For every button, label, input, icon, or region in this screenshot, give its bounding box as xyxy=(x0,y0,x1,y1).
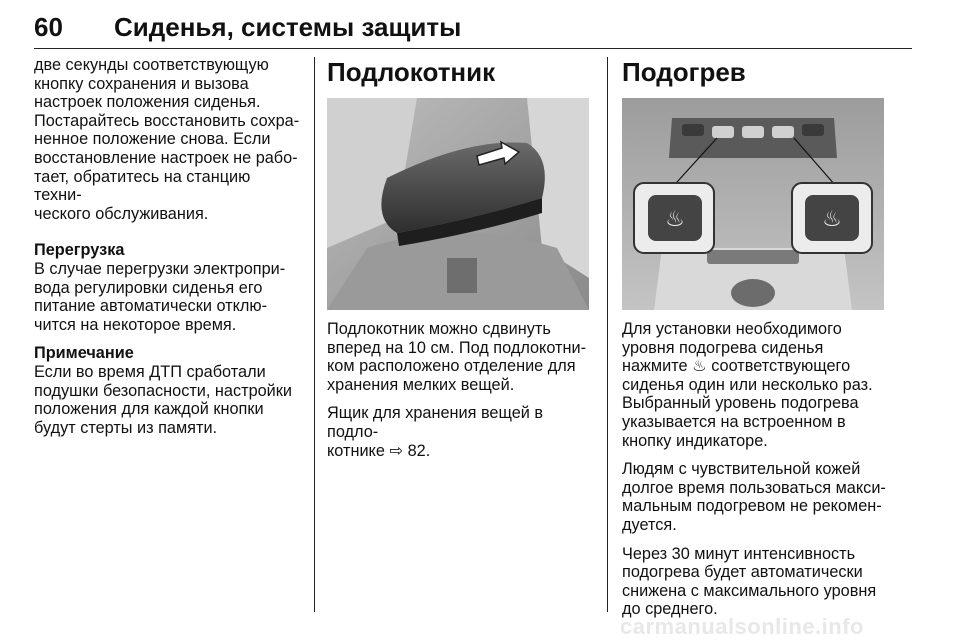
armrest-paragraph-1: Подлокотник можно сдвинуть вперед на 10 см. Под подлокотни- ком расположено отделение для хранения мелких вещей. xyxy=(327,320,587,394)
heating-paragraph-2: Людям с чувствительной кожей долгое время пользоваться макси- мальным подогревом не рекомен- дуется. xyxy=(622,460,886,534)
armrest-title: Подлокотник xyxy=(327,57,496,87)
column-2 xyxy=(327,56,595,470)
svg-text:♨: ♨ xyxy=(822,207,842,232)
column-divider-2 xyxy=(607,57,608,612)
overload-section: Перегрузка В случае перегрузки электропри- вода регулировки сиденья его питание автоматически отклю- чится на некоторое время. xyxy=(34,241,286,334)
note-title: Примечание xyxy=(34,344,134,363)
header-divider xyxy=(34,48,912,49)
note-block: Примечание Если во время ДТП сработали подушки безопасности, настройки положения для каждой кнопки будут стерты из памяти. xyxy=(34,344,292,437)
svg-text:♨: ♨ xyxy=(665,207,685,232)
armrest-paragraph-2: Ящик для хранения вещей в подло- котнике ⇨ 82. xyxy=(327,404,544,460)
page-number: 60 xyxy=(34,12,63,42)
page-ref-arrow-icon: ⇨ xyxy=(389,441,404,460)
heating-paragraph-3: Через 30 минут интенсивность подогрева будет автоматически снижена с максимального уровня до среднего. xyxy=(622,544,877,619)
heating-title: Подогрев xyxy=(622,57,746,87)
page-ref-link[interactable]: 82. xyxy=(403,441,431,460)
intro-paragraph: две секунды соответствующую кнопку сохранения и вызова настроек положения сиденья. Постарайтесь восстановить сохра- ненное положение снова. Если восстановление настроек не рабо- тает, обратитесь на станцию техни- ческого обслуживания. xyxy=(34,56,300,223)
heating-paragraph-1: Для установки необходимого уровня подогрева сиденья нажмите ♨ соответствующего сиденья один или несколько раз. Выбранный уровень подогрева указывается на встроенном в кнопку индикаторе. xyxy=(622,320,873,450)
column-3 xyxy=(622,56,894,629)
seat-heater-icon: ♨ xyxy=(692,357,707,376)
column-divider-1 xyxy=(314,57,315,612)
armrest-photo-icon xyxy=(327,98,589,310)
page-header xyxy=(34,8,912,48)
column-1 xyxy=(34,56,302,447)
page-title: Сиденья, системы защиты xyxy=(114,12,462,42)
overload-heading: Перегрузка xyxy=(34,241,125,260)
seat-heater-buttons-photo-icon xyxy=(622,98,884,310)
watermark: carmanualsonline.info xyxy=(620,614,864,639)
